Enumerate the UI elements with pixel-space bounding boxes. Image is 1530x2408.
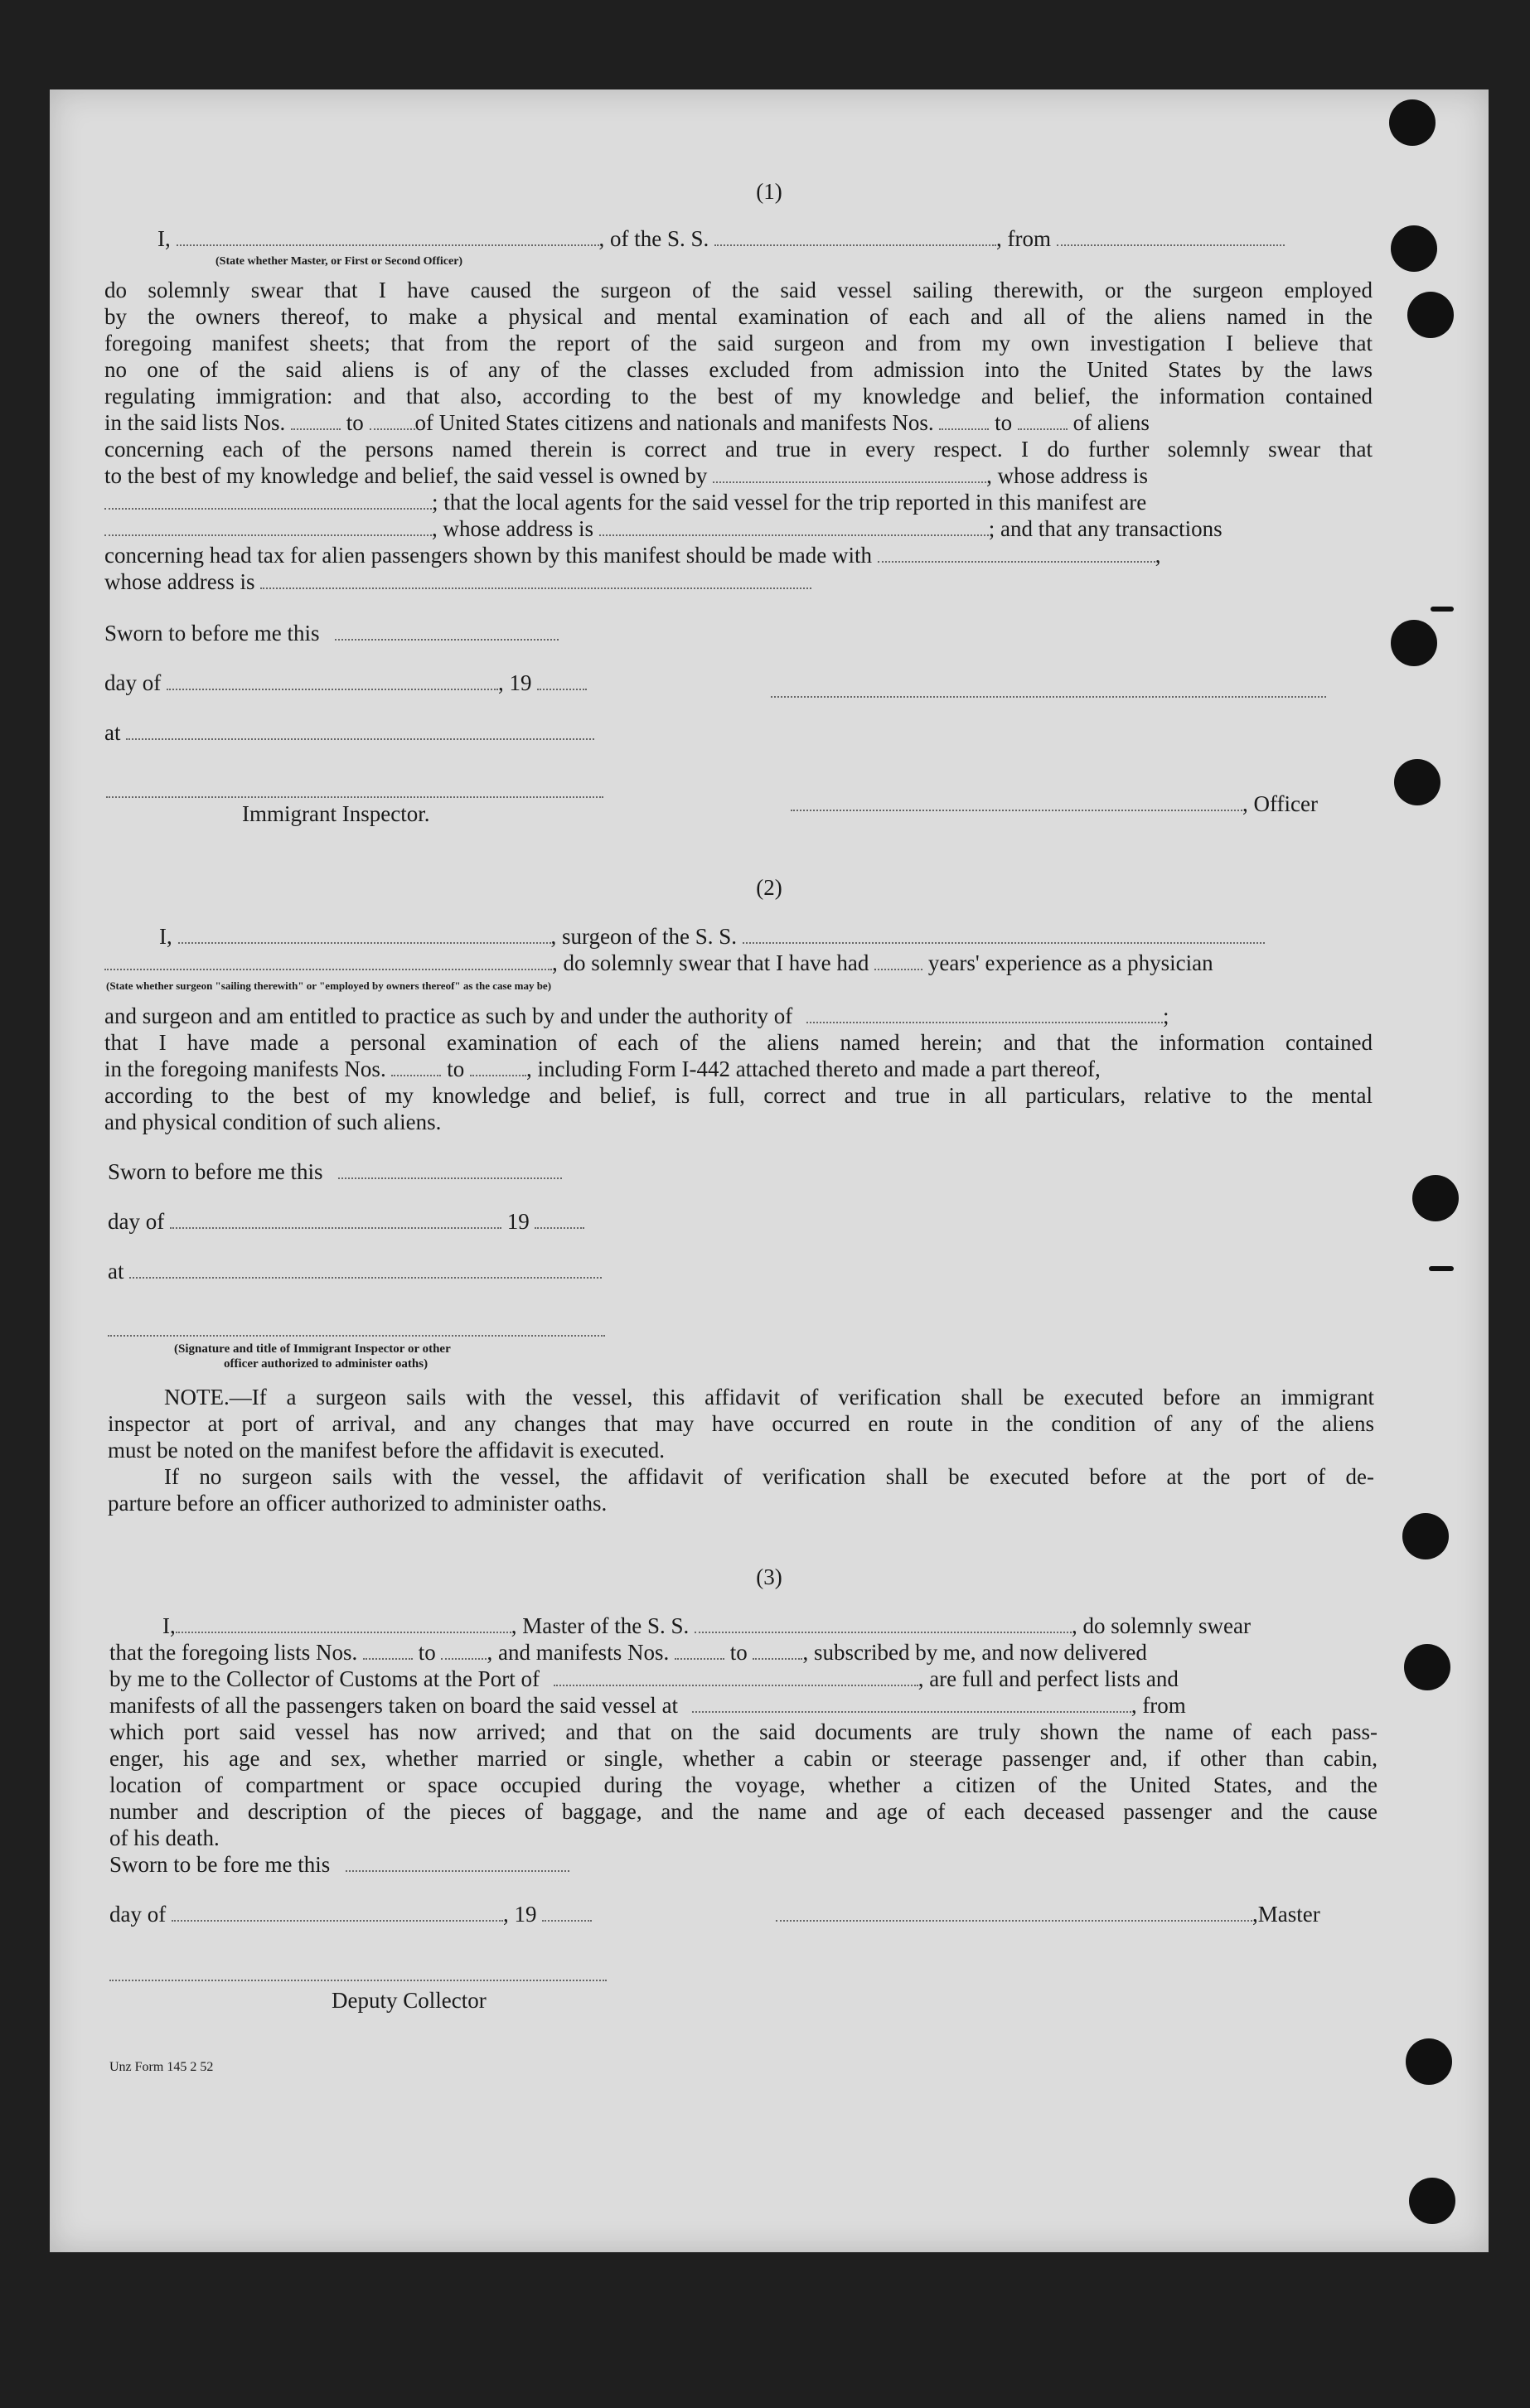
s2-l3a: and surgeon and am entitled to practice as such by and under the authority of [104, 1003, 793, 1028]
s1-body-4: regulating immigration: and that also, according to the best of my knowledge and belief, the information contained [104, 384, 1373, 409]
s3-man-from-blank[interactable] [675, 1642, 724, 1660]
s2-line7: and physical condition of such aliens. [104, 1110, 442, 1134]
s3-l1c: , do solemnly swear [1071, 1613, 1251, 1638]
s1-agent-address-blank[interactable] [599, 518, 989, 536]
s1-list-to-blank[interactable] [370, 412, 415, 430]
s2-l5b: to [447, 1057, 465, 1081]
s3-i: I, [162, 1613, 176, 1638]
s1-headtax: concerning head tax for alien passengers shown by this manifest should be made with [104, 543, 873, 568]
scan-mark [1429, 1266, 1454, 1271]
s1-owned-b: , whose address is [986, 463, 1149, 488]
s1-nos-e: of aliens [1072, 410, 1150, 435]
s2-status-blank[interactable] [104, 952, 552, 970]
s2-surgeon-blank[interactable] [178, 926, 551, 944]
s2-line4: that I have made a personal examination of each of the aliens named herein; and that the information contained [104, 1030, 1373, 1055]
s1-sworn-blank[interactable] [335, 622, 559, 641]
scan-mark [1431, 607, 1454, 612]
s1-nos-a: in the said lists Nos. [104, 410, 286, 435]
binder-hole [1404, 1644, 1450, 1690]
s1-caption: (State whether Master, or First or Second Officer) [215, 255, 463, 268]
section-3-number: (3) [756, 1564, 782, 1589]
s1-body-2: foregoing manifest sheets; that from the report of the said surgeon and from my own investigation I believe that [104, 331, 1373, 355]
s1-at-line [104, 719, 594, 746]
s3-dayof-line [109, 1901, 592, 1927]
s1-whose-a: , whose address is [432, 516, 593, 541]
s1-owned-line [104, 462, 1148, 489]
s1-whose-b: ; and that any transactions [988, 516, 1223, 541]
s3-l4b: , from [1131, 1693, 1186, 1718]
s1-from-blank[interactable] [1057, 228, 1285, 246]
s1-whose-address: whose address is [104, 569, 255, 594]
s3-man-to-blank[interactable] [753, 1642, 802, 1660]
note-line-2: inspector at port of arrival, and any changes that may have occurred en route in the condition of any of the aliens [108, 1411, 1374, 1436]
s2-nineteen: 19 [506, 1209, 530, 1234]
s3-port-blank[interactable] [554, 1668, 918, 1686]
s3-line1 [162, 1613, 1251, 1639]
s2-at-blank[interactable] [129, 1260, 602, 1279]
s2-year-blank[interactable] [535, 1211, 584, 1229]
s1-officer-line [791, 791, 1318, 817]
s3-body-3: number and description of the pieces of baggage, and the name and age of each deceased passenger and the cause [109, 1799, 1377, 1824]
s1-right-sig-blank[interactable] [771, 695, 1326, 698]
s1-nineteen: , 19 [497, 670, 532, 695]
binder-hole [1412, 1175, 1459, 1221]
s3-l3a: by me to the Collector of Customs at the Port of [109, 1666, 540, 1691]
s2-l5c: , including Form I-442 attached thereto and made a part thereof, [525, 1057, 1101, 1081]
s3-day-blank[interactable] [172, 1903, 503, 1922]
s1-i: I, [157, 226, 171, 251]
s3-master-sig-line [776, 1901, 1320, 1927]
s2-l2b: years' experience as a physician [927, 950, 1213, 975]
s1-at: at [104, 720, 121, 745]
s3-sworn-line [109, 1851, 569, 1878]
binder-hole [1409, 2178, 1455, 2224]
binder-hole [1389, 99, 1436, 146]
s2-day-blank[interactable] [170, 1211, 501, 1229]
s2-man-to-blank[interactable] [470, 1058, 526, 1076]
s3-year-blank[interactable] [542, 1903, 592, 1922]
s2-years-blank[interactable] [874, 952, 922, 970]
s2-l3b: ; [1163, 1003, 1169, 1028]
s3-body-2: location of compartment or space occupied during the voyage, whether a citizen of the United States, and the [109, 1772, 1377, 1797]
note-line-5: parture before an officer authorized to administer oaths. [108, 1491, 608, 1516]
s2-sigcap1: (Signature and title of Immigrant Inspector or other [174, 1342, 451, 1356]
s1-sworn: Sworn to before me this [104, 621, 320, 646]
s3-l2c: , and manifests Nos. [487, 1640, 670, 1665]
s3-l4a: manifests of all the passengers taken on board the said vessel at [109, 1693, 679, 1718]
s3-line3 [109, 1666, 1179, 1692]
s3-deputy-sig-blank[interactable] [109, 1979, 607, 1981]
s2-sigcap2: officer authorized to administer oaths) [224, 1357, 428, 1371]
form-number: Unz Form 145 2 52 [109, 2060, 214, 2074]
s1-headtax-end: , [1155, 543, 1161, 568]
s2-dayof-line [108, 1208, 584, 1235]
s1-officer-sig-blank[interactable] [791, 793, 1242, 811]
s2-l2a: , do solemnly swear that I have had [552, 950, 869, 975]
s3-death: of his death. [109, 1825, 220, 1850]
s1-agent-blank[interactable] [104, 518, 432, 536]
s1-body-3: no one of the said aliens is of any of the classes excluded from admission into the United States by the laws [104, 357, 1373, 382]
s1-body-0: do solemnly swear that I have caused the surgeon of the said vessel sailing therewith, or the surgeon employed [104, 278, 1373, 302]
s1-day-blank[interactable] [167, 672, 498, 690]
binder-hole [1391, 225, 1437, 272]
s3-sworn: Sworn to be fore me this [109, 1852, 331, 1877]
s3-dayof: day of [109, 1902, 167, 1927]
s3-deputy: Deputy Collector [332, 1988, 487, 2013]
s1-body-1: by the owners thereof, to make a physical and mental examination of each and all of the aliens named in the [104, 304, 1373, 329]
s2-l5a: in the foregoing manifests Nos. [104, 1057, 386, 1081]
s2-line5 [104, 1056, 1101, 1082]
s3-body-0: which port said vessel has now arrived; and that on the said documents are truly shown the name of each pass- [109, 1719, 1377, 1744]
s2-vessel-blank[interactable] [743, 926, 1265, 944]
s3-l2b: to [418, 1640, 436, 1665]
s3-master-of-ss: , Master of the S. S. [511, 1613, 690, 1638]
binder-hole [1391, 620, 1437, 666]
s1-owner-blank[interactable] [713, 465, 986, 483]
s1-inspector: Immigrant Inspector. [242, 801, 430, 826]
s3-master-blank[interactable] [176, 1615, 511, 1633]
s3-list-to-blank[interactable] [441, 1642, 487, 1660]
binder-hole [1407, 292, 1454, 338]
s2-sworn-blank[interactable] [338, 1161, 562, 1179]
s3-sworn-blank[interactable] [346, 1854, 569, 1872]
s2-man-from-blank[interactable] [391, 1058, 441, 1076]
s2-line1 [159, 923, 1265, 950]
s1-nos-d: to [995, 410, 1013, 435]
s1-headtax-address-blank[interactable] [260, 571, 811, 589]
s3-vessel-blank[interactable] [695, 1615, 1072, 1633]
s1-line1 [157, 225, 1285, 252]
s2-at-line [108, 1258, 602, 1284]
s1-owned-a: to the best of my knowledge and belief, the said vessel is owned by [104, 463, 708, 488]
s2-authority-blank[interactable] [806, 1005, 1163, 1023]
s1-nos-c: of United States citizens and nationals and manifests Nos. [414, 410, 934, 435]
s1-of-ss: , of the S. S. [598, 226, 709, 251]
s1-headtax-line [104, 542, 1161, 568]
s3-nineteen: , 19 [502, 1902, 537, 1927]
s1-whose-line [104, 515, 1223, 542]
s1-nos-b: to [346, 410, 364, 435]
s2-line2 [104, 950, 1213, 976]
s1-year-blank[interactable] [537, 672, 587, 690]
binder-hole [1406, 2038, 1452, 2085]
s3-list-from-blank[interactable] [363, 1642, 413, 1660]
s1-sworn-line [104, 620, 559, 646]
manifest-affidavit-page [50, 89, 1489, 2252]
s2-sworn: Sworn to before me this [108, 1159, 323, 1184]
s1-man-from-blank[interactable] [939, 412, 989, 430]
s1-agents-line [104, 489, 1146, 515]
s1-officer-blank[interactable] [177, 228, 599, 246]
s1-headtax-blank[interactable] [878, 544, 1155, 563]
s1-from: , from [996, 226, 1051, 251]
s1-dayof-line [104, 670, 587, 696]
s3-body-1: enger, his age and sex, whether married or single, whether a cabin or steerage passenger and, if other than cabin, [109, 1746, 1377, 1771]
s3-line4 [109, 1692, 1186, 1719]
binder-hole [1402, 1513, 1449, 1559]
s3-line2 [109, 1639, 1147, 1666]
s1-at-blank[interactable] [126, 722, 594, 740]
s2-sig-blank[interactable] [108, 1334, 605, 1337]
s1-list-from-blank[interactable] [291, 412, 341, 430]
s2-caption: (State whether surgeon "sailing therewith" or "employed by owners thereof" as the case may be) [106, 979, 552, 992]
note-line-3: must be noted on the manifest before the affidavit is executed. [108, 1438, 666, 1463]
note-line-4: If no surgeon sails with the vessel, the affidavit of verification shall be executed before at the port of de- [164, 1464, 1374, 1489]
s3-l2e: , subscribed by me, and now delivered [802, 1640, 1147, 1665]
s1-address-line [104, 568, 811, 595]
s2-line3 [104, 1003, 1169, 1029]
s1-man-to-blank[interactable] [1018, 412, 1068, 430]
s3-l3b: , are full and perfect lists and [918, 1666, 1179, 1691]
s1-inspector-sig-blank[interactable] [106, 795, 603, 798]
s2-dayof: day of [108, 1209, 165, 1234]
s1-nos-line [104, 409, 1150, 436]
s1-vessel-blank[interactable] [714, 228, 996, 246]
s1-body2: concerning each of the persons named therein is correct and true in every respect. I do further solemnly swear that [104, 437, 1373, 462]
s2-surgeon-of-ss: , surgeon of the S. S. [550, 924, 738, 949]
s2-line6: according to the best of my knowledge and belief, is full, correct and true in all particulars, relative to the mental [104, 1083, 1373, 1108]
s1-dayof: day of [104, 670, 162, 695]
s3-l2d: to [729, 1640, 748, 1665]
s3-boarded-at-blank[interactable] [692, 1695, 1131, 1713]
section-1-number: (1) [756, 179, 782, 204]
section-2-number: (2) [756, 875, 782, 900]
s2-sworn-line [108, 1158, 562, 1185]
s1-owner-address-blank[interactable] [104, 491, 432, 510]
s1-agents: ; that the local agents for the said vessel for the trip reported in this manifest are [432, 490, 1147, 515]
s2-at: at [108, 1259, 124, 1284]
s3-master-sig-blank[interactable] [776, 1903, 1252, 1922]
s1-officer: , Officer [1242, 791, 1318, 816]
s3-l2a: that the foregoing lists Nos. [109, 1640, 358, 1665]
s3-master: ,Master [1252, 1902, 1320, 1927]
note-line-1: NOTE.—If a surgeon sails with the vessel, this affidavit of verification shall be executed before an immigrant [164, 1385, 1374, 1410]
binder-hole [1394, 759, 1440, 805]
s2-i: I, [159, 924, 172, 949]
